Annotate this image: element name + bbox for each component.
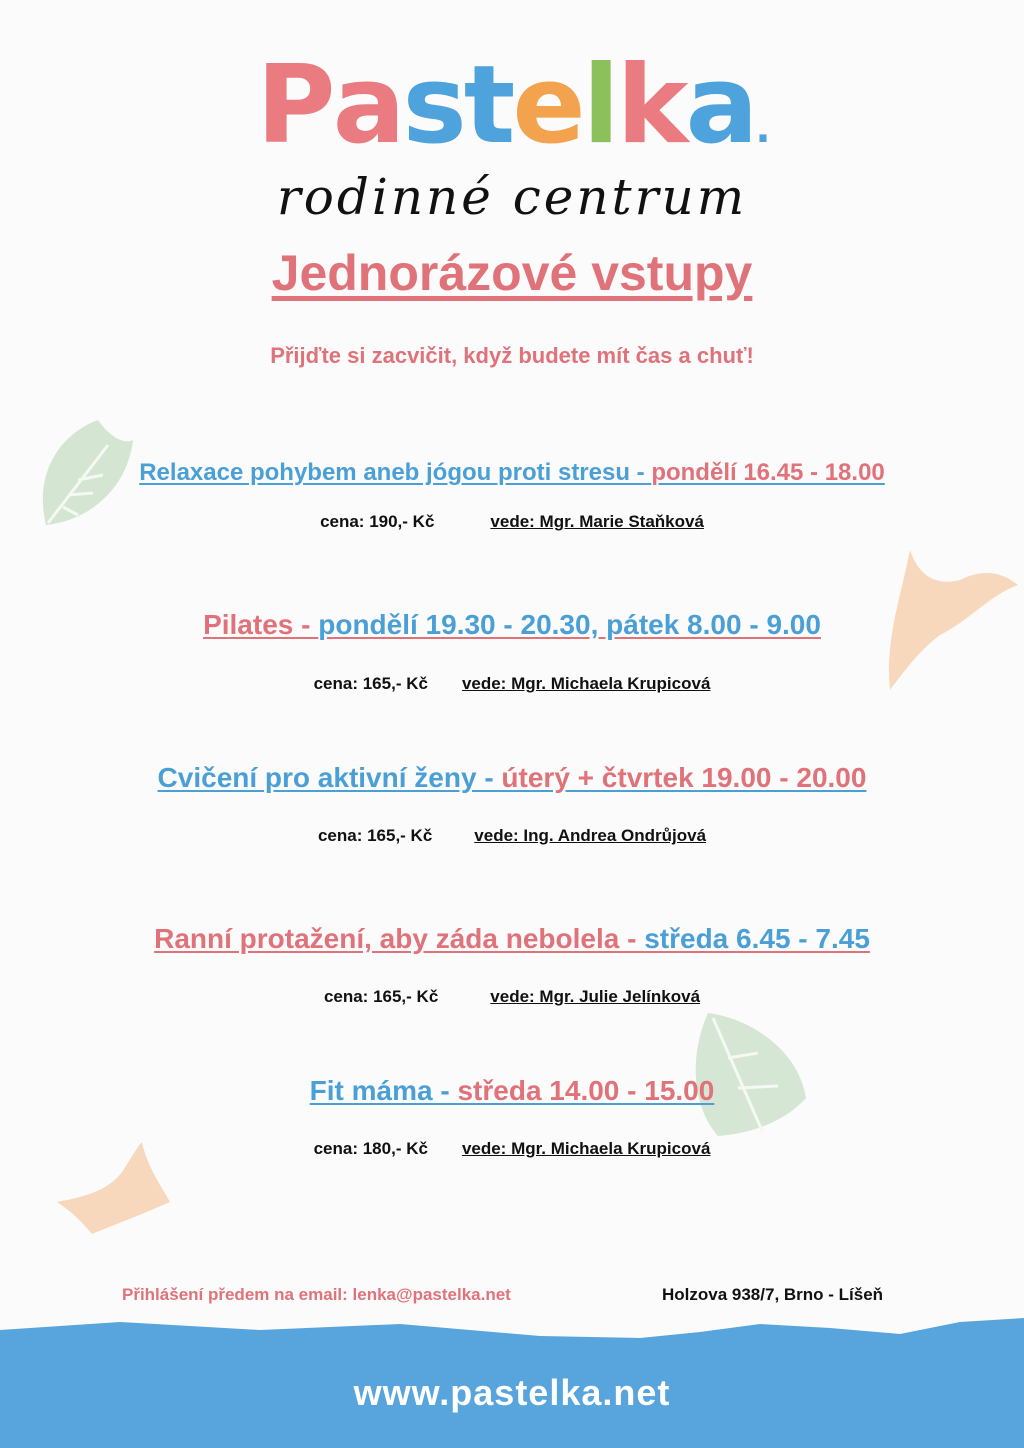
logo-letter: s [402,43,464,168]
logo-letter: t [463,43,513,168]
activity-name: Ranní protažení, aby záda nebolela - [154,923,645,954]
address: Holzova 938/7, Brno - Líšeň [662,1285,884,1304]
activity-price: cena: 180,- Kč [313,1139,428,1158]
activity-price: cena: 190,- Kč [320,512,435,531]
activity-schedule: pondělí 16.45 - 18.00 [651,459,885,486]
activity-meta [0,987,1024,1007]
activity-leader: vede: Mgr. Julie Jelínková [490,987,701,1006]
activity-leader: vede: Mgr. Marie Staňková [490,512,704,531]
activity-title-cviceni [0,762,1024,794]
page-title: Jednorázové vstupy [271,245,753,301]
activity-schedule: středa 14.00 - 15.00 [457,1075,715,1106]
activity-schedule: pondělí 19.30 - 20.30, pátek 8.00 - 9.00 [318,609,821,640]
activity-meta [0,512,1024,532]
logo-letter: k [616,43,686,168]
activity-schedule: úterý + čtvrtek 19.00 - 20.00 [501,762,867,793]
logo-subtitle: rodinné centrum [276,168,748,226]
activity-leader: vede: Mgr. Michaela Krupicová [461,1139,711,1158]
activity-meta [0,1139,1024,1159]
pastelka-logo [0,43,1024,168]
activity-price: cena: 165,- Kč [313,674,428,693]
activity-price: cena: 165,- Kč [317,826,433,845]
activity-price: cena: 165,- Kč [323,987,439,1006]
logo-letter: a [332,43,403,168]
registration-email[interactable]: Přihlášení předem na email: lenka@pastelka.net [122,1285,511,1304]
green-leaf-icon-2 [688,1008,808,1138]
activity-title-pilates [0,609,1024,641]
activity-name: Relaxace pohybem aneb jógou proti stresu - [139,459,652,486]
activity-name: Pilates - [203,609,319,640]
website-link[interactable]: www.pastelka.net [353,1372,671,1413]
logo-letter: P [256,43,333,168]
logo-letter: a [685,43,756,168]
tagline: Přijďte si zacvičit, když budete mít čas a chuť! [270,343,754,368]
activity-schedule: středa 6.45 - 7.45 [644,923,870,954]
activity-name: Cvičení pro aktivní ženy - [157,762,502,793]
activity-title-relaxace [0,459,1024,487]
logo-letter: l [582,43,617,168]
activity-leader: vede: Mgr. Michaela Krupicová [461,674,711,693]
logo-letter: e [512,43,583,168]
logo-letter: . [755,106,768,152]
activity-meta [0,826,1024,846]
activity-name: Fit máma - [309,1075,458,1106]
activity-meta [0,674,1024,694]
activity-leader: vede: Ing. Andrea Ondrůjová [474,826,707,845]
activity-title-ranni [0,923,1024,955]
activity-title-fit-mama [0,1075,1024,1107]
